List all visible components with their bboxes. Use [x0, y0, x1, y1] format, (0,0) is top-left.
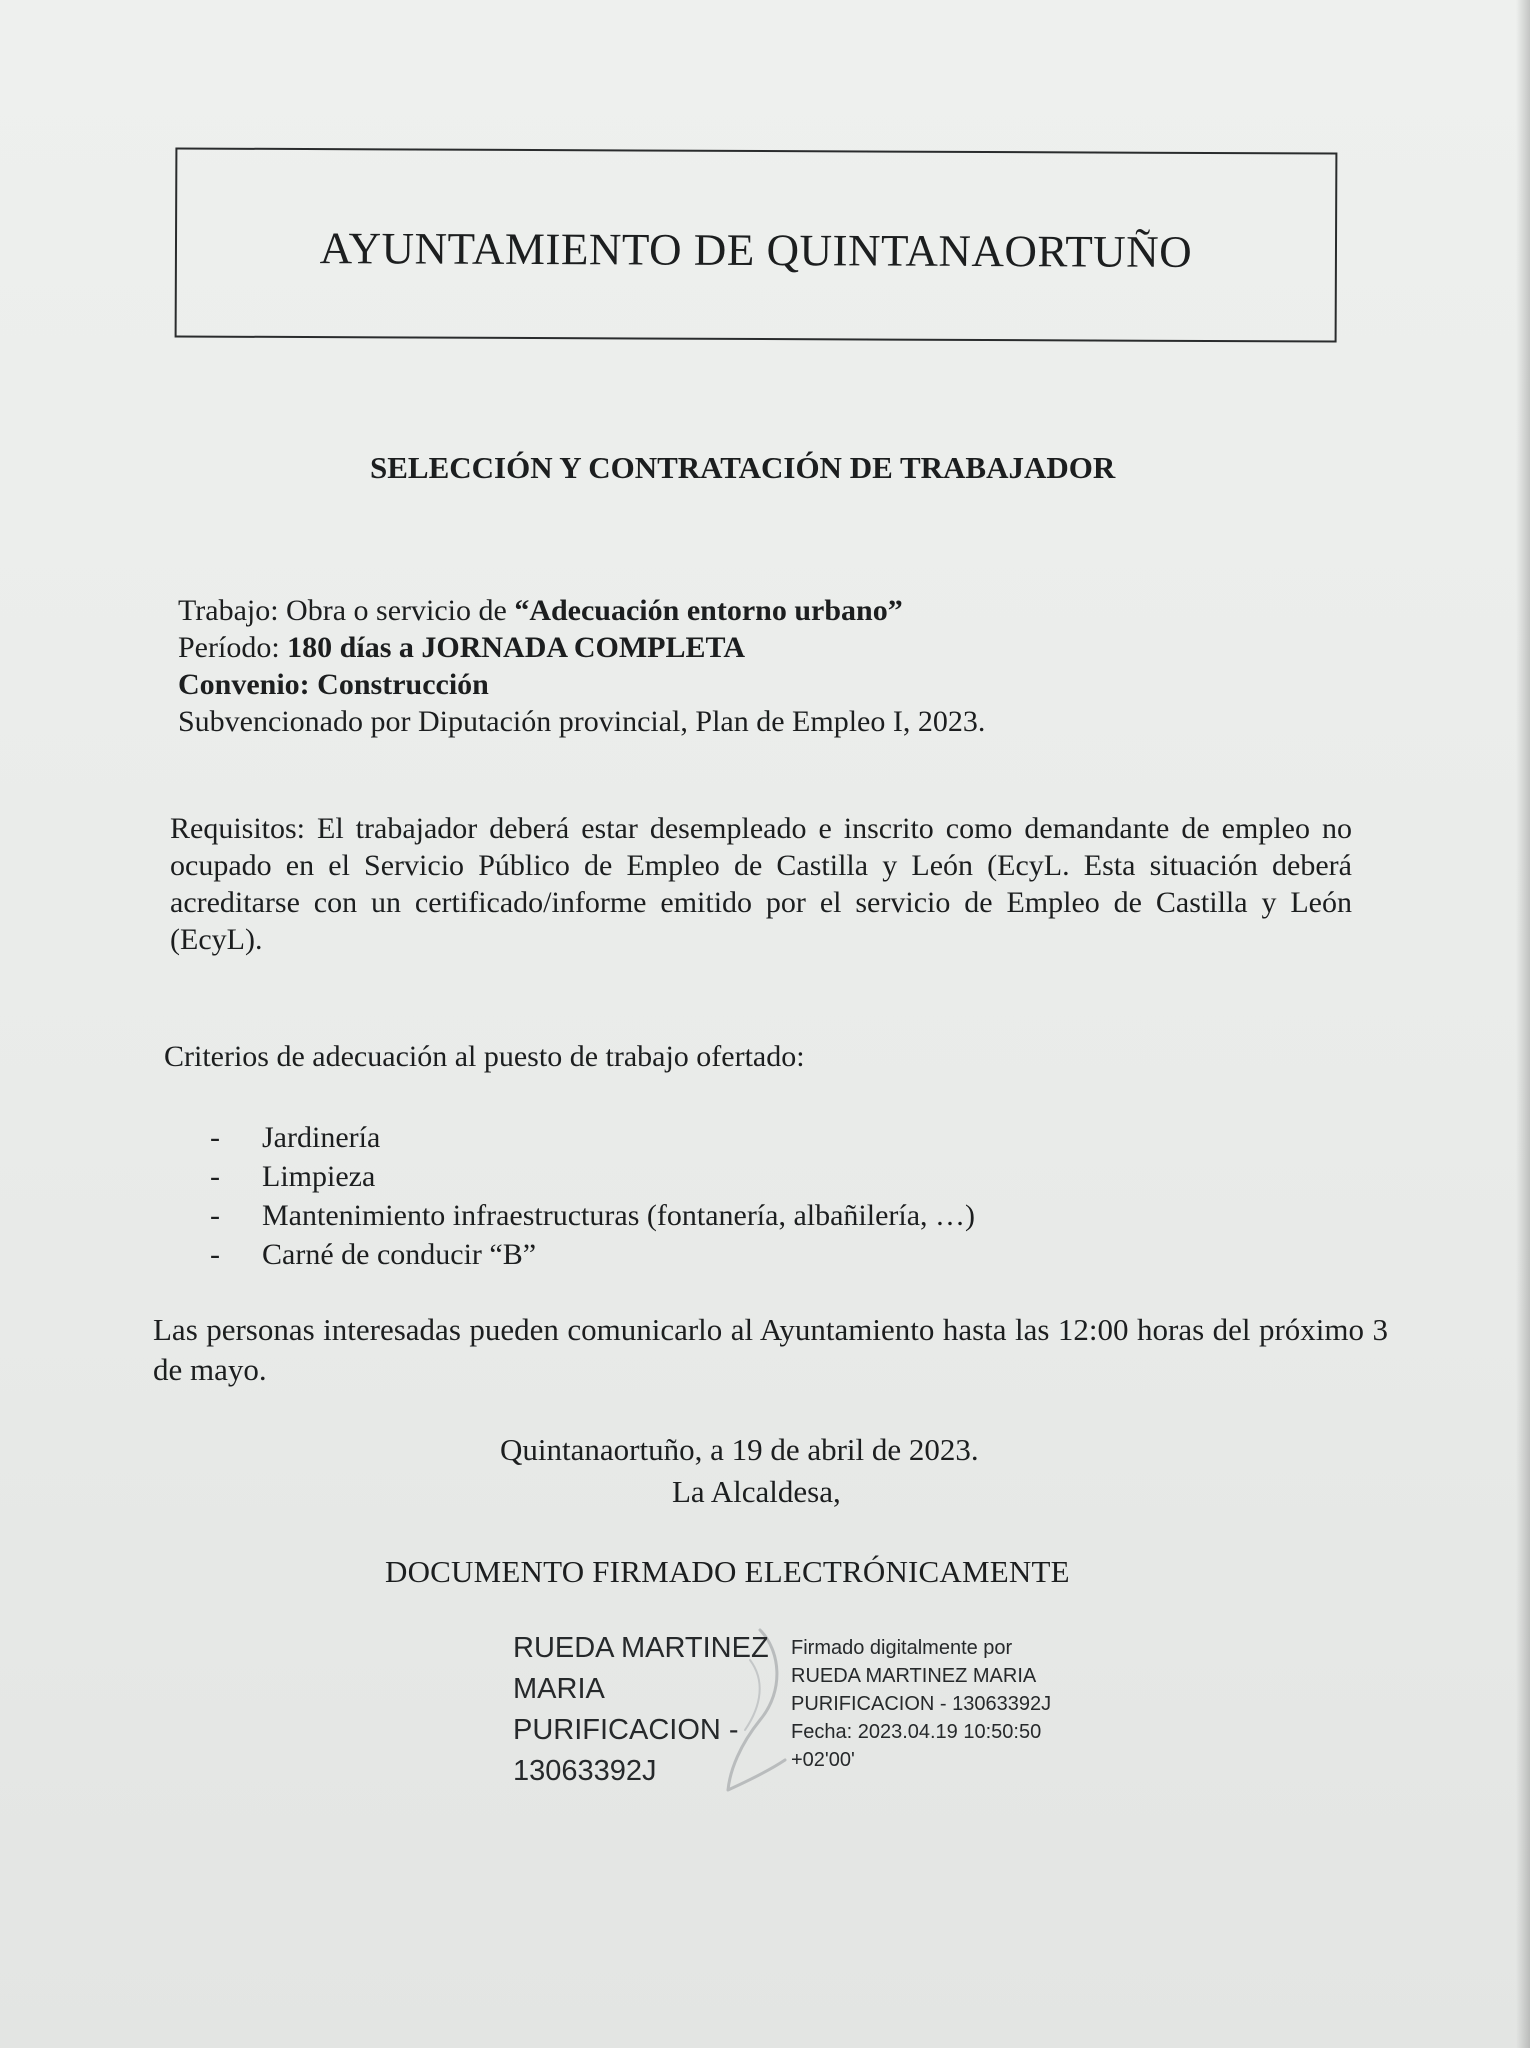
list-item-text: Jardinería: [262, 1121, 381, 1154]
agreement-value: Convenio: Construcción: [178, 668, 489, 701]
list-item-text: Carné de conducir “B”: [262, 1238, 537, 1271]
signer-name-block: [513, 1628, 773, 1792]
period-value: 180 días a JORNADA COMPLETA: [287, 631, 745, 664]
work-line: [178, 592, 1278, 629]
requirements-paragraph: Requisitos: El trabajador deberá estar desempleado e inscrito como demandante de empleo no ocupado en el Servicio Público de Empleo de Castilla y León (EcyL. Esta situación deberá acreditarse con un certificado/informe emitido por el servicio de Empleo de Castilla y León (EcyL).: [170, 812, 1352, 956]
page-edge-shadow: [1516, 0, 1530, 2048]
period-line: [178, 629, 1278, 666]
signer-name-line: MARIA: [513, 1673, 605, 1705]
funding-line: Subvencionado por Diputación provincial, Plan de Empleo I, 2023.: [178, 705, 986, 738]
signer-role: La Alcaldesa,: [672, 1474, 841, 1509]
dash-bullet: -: [210, 1199, 220, 1232]
list-item: [210, 1157, 975, 1196]
criteria-list: [210, 1118, 975, 1274]
document-heading: SELECCIÓN Y CONTRATACIÓN DE TRABAJADOR: [370, 450, 1116, 485]
header-box: [175, 147, 1338, 342]
list-item-text: Limpieza: [262, 1160, 376, 1193]
list-item: [210, 1118, 975, 1157]
criteria-title: Criterios de adecuación al puesto de trabajo ofertado:: [164, 1040, 805, 1073]
signer-name-line: 13063392J: [513, 1755, 657, 1787]
signature-detail-line: Fecha: 2023.04.19 10:50:50: [791, 1721, 1042, 1743]
period-label: Período:: [178, 631, 288, 664]
signature-details: [791, 1634, 1091, 1774]
signature-detail-line: +02'00': [791, 1749, 855, 1771]
list-item: [210, 1196, 975, 1235]
work-value: “Adecuación entorno urbano”: [514, 594, 903, 627]
dash-bullet: -: [210, 1238, 220, 1271]
job-details: [178, 592, 1278, 740]
dash-bullet: -: [210, 1121, 220, 1154]
list-item-text: Mantenimiento infraestructuras (fontanería, albañilería, …): [262, 1199, 976, 1232]
institution-title: AYUNTAMIENTO DE QUINTANAORTUÑO: [319, 223, 1193, 277]
dash-bullet: -: [210, 1160, 220, 1193]
signature-detail-line: PURIFICACION - 13063392J: [791, 1693, 1052, 1715]
deadline-paragraph: Las personas interesadas pueden comunicarlo al Ayuntamiento hasta las 12:00 horas del próximo 3 de mayo.: [153, 1312, 1388, 1387]
signed-electronically-note: DOCUMENTO FIRMADO ELECTRÓNICAMENTE: [385, 1554, 1070, 1589]
place-date: Quintanaortuño, a 19 de abril de 2023.: [500, 1432, 979, 1467]
agreement-line: [178, 666, 1278, 703]
signature-detail-line: Firmado digitalmente por: [791, 1637, 1013, 1659]
signer-name-line: RUEDA MARTINEZ: [513, 1632, 769, 1664]
work-label: Trabajo: Obra o servicio de: [178, 594, 515, 627]
signer-name-line: PURIFICACION -: [513, 1714, 739, 1746]
signature-detail-line: RUEDA MARTINEZ MARIA: [791, 1665, 1037, 1687]
list-item: [210, 1235, 975, 1274]
